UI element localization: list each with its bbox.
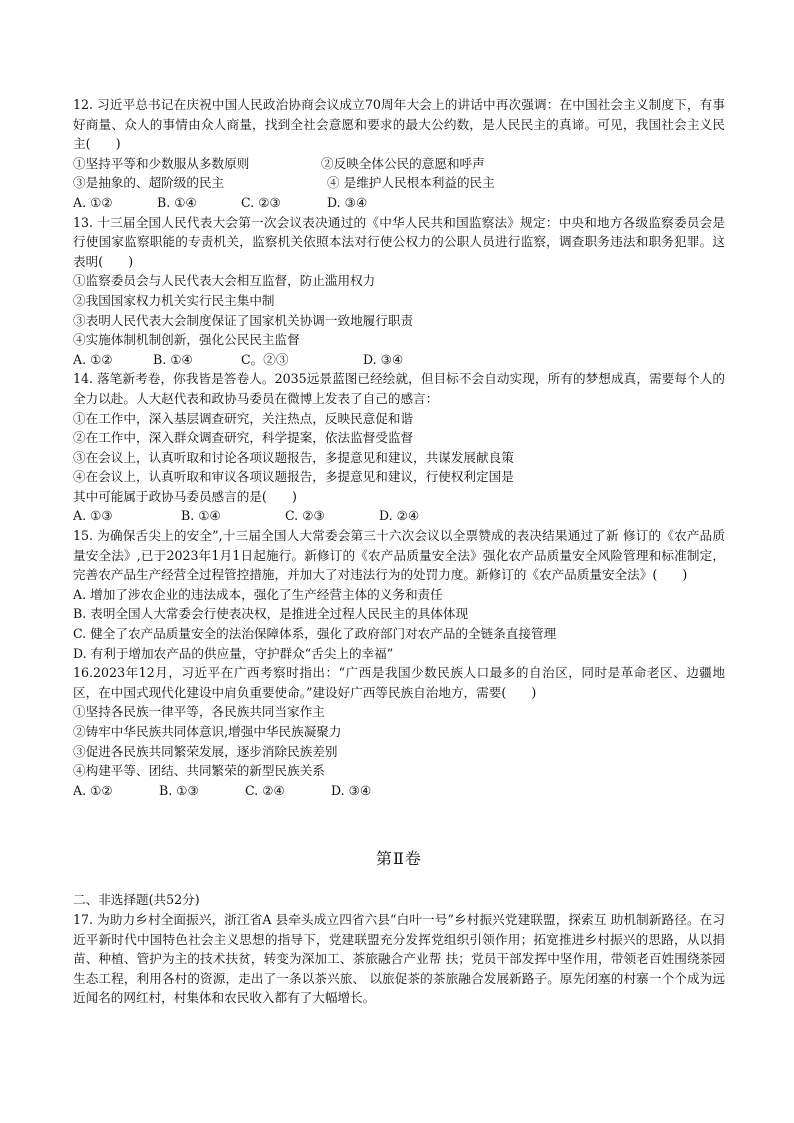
option-2: ②在工作中，深入群众调查研究，科学提案，依法监督受监督: [73, 430, 414, 446]
answer-a: A. ①②: [73, 194, 113, 210]
answer-a: A. ①②: [73, 351, 113, 367]
answer-c: C. ②③: [285, 508, 325, 524]
option-row: [73, 154, 725, 174]
option-1: ①坚持各民族一律平等，各民族共同当家作主: [73, 704, 325, 720]
answer-d: D. ③④: [363, 351, 404, 367]
answer-c: C. ②④: [245, 782, 285, 798]
answer-b: B. ①④: [153, 351, 193, 367]
option-3: ③表明人民代表大会制度保证了国家机关协调一致地履行职责: [73, 312, 414, 328]
question-13: [73, 213, 725, 370]
option-4: ④ 是维护人民根本利益的民主: [327, 175, 495, 191]
option-3: ③在会议上，认真听取和讨论各项议题报告，多提意见和建议，共谋发展献良策: [73, 449, 514, 465]
question-16: [73, 663, 725, 800]
question-stem: 13. 十三届全国人民代表大会第一次会议表决通过的《中华人民共和国监察法》规定：中央和地方各级监察委员会是行使国家监察职能的专责机关，监察机关依照本法对行使公权力的公职人员进行监察，调查职务违法和职务犯罪。这表明( ): [73, 214, 725, 269]
question-stem: 17. 为助力乡村全面振兴，浙江省A 县牵头成立四省六县“白叶一号”乡村振兴党建联盟，探索互 助机制新路径。在习近平新时代中国特色社会主义思想的指导下，党建联盟充分发挥党组织引领作用；拓宽推进乡村振兴的思路，从以捐苗、种植、管护为主的技术扶贫，转变为深加工、茶旅融合产业帮 扶；党员干部发挥中坚作用，带领老百姓围绕茶园生态工程，利用各村的资源，走出了一条以茶兴旅、 以旅促茶的茶旅融合发展新路子。原先闭塞的村寨一个个成为远近闻名的网红村，村集体和农民收入都有了大幅增长。: [73, 911, 725, 1006]
option-1: ①坚持平等和少数服从多数原则: [73, 155, 250, 171]
answer-c: C. 健全了农产品质量安全的法治保障体系，强化了政府部门对农产品的全链条直接管理: [73, 626, 557, 642]
option-2: ②我国国家权力机关实行民主集中制: [73, 292, 275, 308]
answer-row: [73, 781, 725, 801]
question-17: [73, 910, 725, 1008]
answer-a: A. ①③: [73, 508, 113, 524]
question-stem: 16.2023年12月，习近平在广西考察时指出：“广西是我国少数民族人口最多的自治区，同时是革命老区、边疆地区，在中国式现代化建设中肩负重要使命。”建设好广西等民族自治地方，需要( ): [73, 665, 725, 700]
question-14: [73, 369, 725, 526]
answer-row: [73, 506, 725, 526]
answer-row: [73, 193, 725, 213]
answer-row: [73, 350, 725, 370]
section-heading: 二、非选择题(共52分): [73, 892, 200, 908]
option-2: ②反映全体公民的意愿和呼声: [321, 155, 485, 171]
answer-d: D. ②④: [379, 508, 420, 524]
question-ask: 其中可能属于政协马委员感言的是( ): [73, 488, 297, 504]
question-stem: 15. 为确保舌尖上的安全”,十三届全国人大常委会第三十六次会议以全票赞成的表决结果通过了新 修订的《农产品质量安全法》,已于2023年1月1日起施行。新修订的《农产品质量安全法》强化农产品质量安全风险管理和标准制定，完善农产品生产经营全过程管控措施，并加大了对违法行为的处罚力度。新修订的《农产品质量安全法》( ): [73, 528, 725, 583]
answer-d: D. ③④: [331, 782, 372, 798]
question-stem: 14. 落笔新考卷，你我皆是答卷人。2035远景蓝图已经绘就，但目标不会自动实现，所有的梦想成真，需要每个人的全力以赴。人大赵代表和政协马委员在微博上发表了自己的感言：: [73, 371, 725, 406]
question-stem: 12. 习近平总书记在庆祝中国人民政治协商会议成立70周年大会上的讲话中再次强调：在中国社会主义制度下，有事好商量、众人的事情由众人商量，找到全社会意愿和要求的最大公约数，是人民民主的真谛。可见，我国社会主义民主( ): [73, 97, 725, 152]
answer-b: B. ①④: [157, 194, 197, 210]
option-1: ①在工作中，深入基层调查研究，关注热点，反映民意促和谐: [73, 410, 414, 426]
answer-b: B. ①④: [181, 508, 221, 524]
option-2: ②铸牢中华民族共同体意识,增强中华民族凝聚力: [73, 724, 342, 739]
answer-d: D. ③④: [327, 194, 368, 210]
option-3: ③促进各民族共同繁荣发展，逐步消除民族差别: [73, 743, 338, 759]
question-12: [73, 95, 725, 213]
option-1: ①监察委员会与人民代表大会相互监督，防止滥用权力: [73, 273, 376, 289]
option-4: ④实施体制机制创新，强化公民民主监督: [73, 332, 300, 348]
answer-b: B. 表明全国人大常委会行使表决权，是推进全过程人民民主的具体体现: [73, 606, 469, 622]
answer-c: C. ②③: [241, 194, 281, 210]
exam-page: [73, 95, 725, 1008]
option-3: ③是抽象的、超阶级的民主: [73, 175, 225, 191]
answer-a: A. ①②: [73, 782, 113, 798]
question-15: [73, 526, 725, 663]
option-row: [73, 173, 725, 193]
option-4: ④在会议上，认真听取和审议各项议题报告，多提意见和建议，行使权利定国是: [73, 469, 514, 485]
option-4: ④构建平等、团结、共同繁荣的新型民族关系: [73, 763, 325, 779]
answer-b: B. ①③: [159, 782, 199, 798]
answer-d: D. 有利于增加农产品的供应量，守护群众“舌尖上的幸福”: [73, 645, 394, 661]
answer-a: A. 增加了涉农企业的违法成本，强化了生产经营主体的义务和责任: [73, 586, 443, 602]
part-title: 第Ⅱ卷: [376, 849, 422, 869]
answer-c: C。②③: [241, 351, 289, 367]
